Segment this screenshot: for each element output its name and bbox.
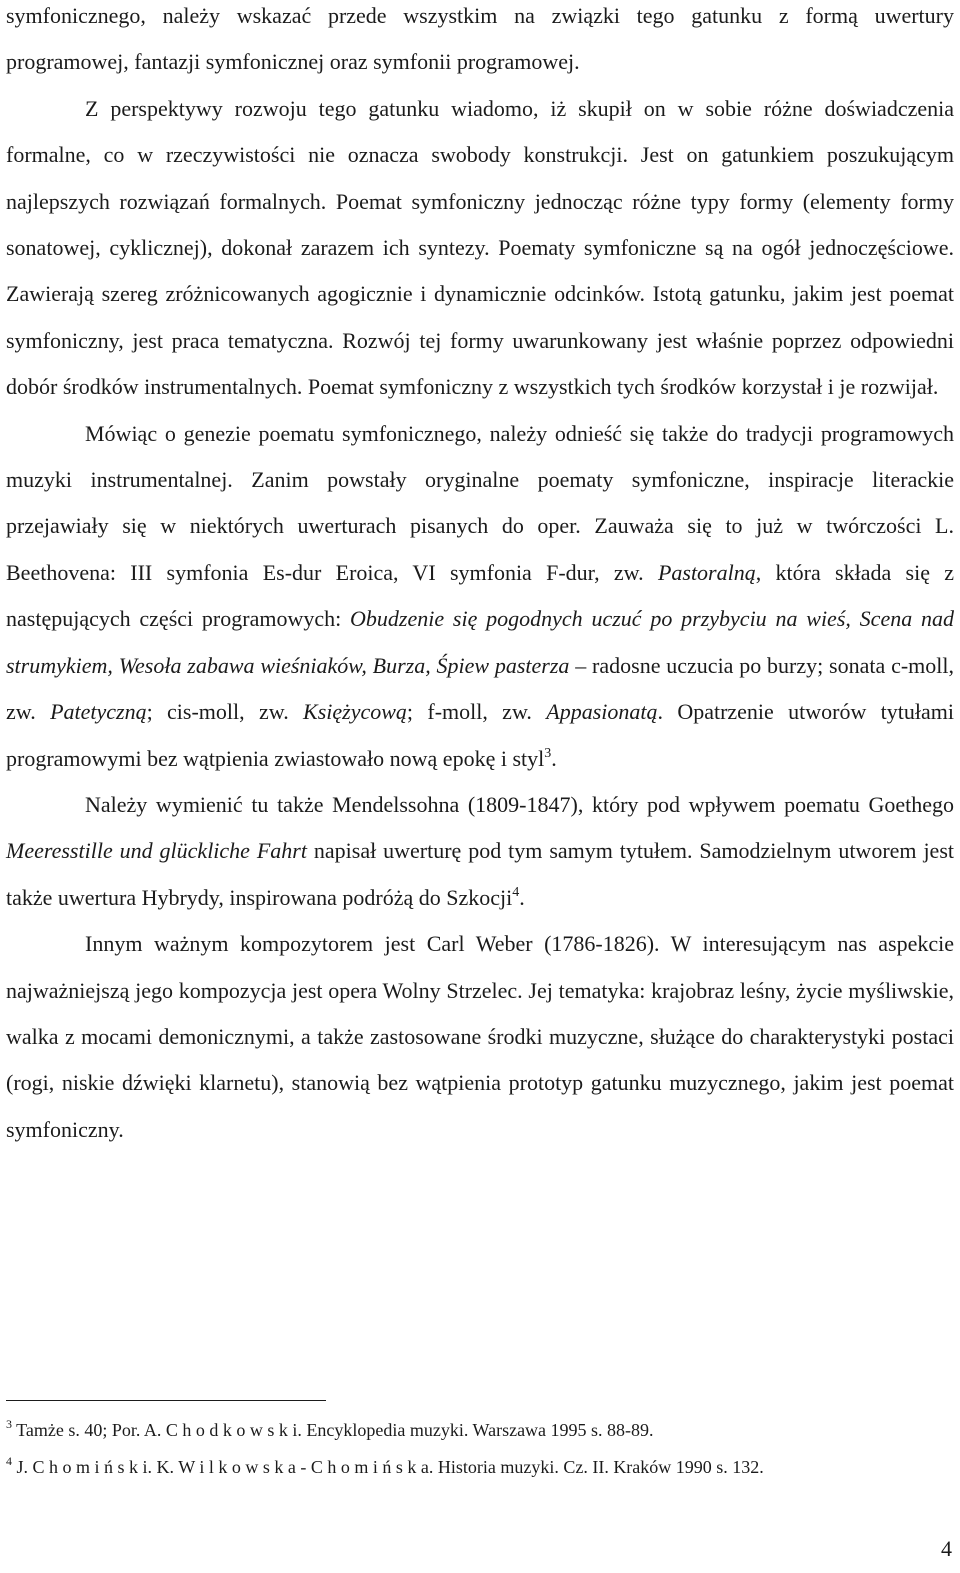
- text-run: , która składa się z następujących części programowych:: [6, 559, 955, 632]
- footnote-4: [6, 1449, 954, 1486]
- text-run: ; cis-moll, zw.: [146, 699, 304, 725]
- italic-title: Obudzenie się pogodnych uczuć po przybyciu na wieś, Scena nad strumykiem, Wesoła zabawa wieśniaków, Burza, Śpiew pasterza: [6, 606, 954, 678]
- footnote-3: [6, 1412, 954, 1449]
- text-run: napisał uwerturę pod tym samym tytułem. Samodzielnym utworem jest także uwertura Hybrydy, inspirowana podróżą do Szkocji: [6, 838, 954, 910]
- text-run: .: [519, 884, 525, 910]
- italic-title: Księżycową: [303, 699, 407, 725]
- text-run: . Opatrzenie utworów tytułami programowymi bez wątpienia zwiastowało nową epokę i styl: [6, 699, 955, 771]
- page-number: 4: [941, 1536, 952, 1561]
- document-body: [6, 0, 954, 1153]
- text-run: Należy wymienić tu także Mendelssohna (1809-1847), który pod wpływem poematu Goethego: [85, 791, 954, 817]
- footnotes: [6, 1412, 954, 1486]
- italic-title: Patetyczną: [50, 699, 147, 725]
- footnote-ref-3[interactable]: 3: [544, 745, 552, 761]
- footnote-separator: [6, 1400, 326, 1401]
- footnote-text: J. C h o m i ń s k i. K. W i l k o w s k a - C h o m i ń s k a. Historia muzyki. Cz. II. Kraków 1990 s. 132.: [12, 1457, 764, 1477]
- footnote-text: Tamże s. 40; Por. A. C h o d k o w s k i. Encyklopedia muzyki. Warszawa 1995 s. 88-89.: [12, 1420, 654, 1440]
- text-run: .: [551, 745, 557, 771]
- paragraph-1: symfonicznego, należy wskazać przede wszystkim na związki tego gatunku z formą uwertury programowej, fantazji symfonicznej oraz symfonii programowej.: [6, 3, 954, 75]
- paragraph-5: Innym ważnym kompozytorem jest Carl Weber (1786-1826). W interesującym nas aspekcie najważniejszą jego kompozycja jest opera Wolny Strzelec. Jej tematyka: krajobraz leśny, życie myśliwskie, walka z mocami demonicznymi, a także zastosowane środki muzyczne, służące do charakterystyki postaci (rogi, niskie dźwięki klarnetu), stanowią bez wątpienia prototyp gatunku muzycznego, jakim jest poemat symfoniczny.: [6, 931, 954, 1142]
- paragraph-4: [6, 782, 954, 921]
- footnote-ref-4[interactable]: 4: [512, 884, 520, 900]
- paragraph-3: [6, 411, 954, 782]
- italic-title: Appasionatą: [546, 699, 658, 725]
- paragraph-2: Z perspektywy rozwoju tego gatunku wiadomo, iż skupił on w sobie różne doświadczenia formalne, co w rzeczywistości nie oznacza swobody konstrukcji. Jest on gatunkiem poszukującym najlepszych rozwiązań formalnych. Poemat symfoniczny jednocząc różne typy formy (elementy formy sonatowej, cyklicznej), dokonał zarazem ich syntezy. Poematy symfoniczne są na ogół jednoczęściowe. Zawierają szereg zróżnicowanych agogicznie i dynamicznie odcinków. Istotą gatunku, jakim jest poemat symfoniczny, jest praca tematyczna. Rozwój tej formy uwarunkowany jest właśnie poprzez odpowiedni dobór środków instrumentalnych. Poemat symfoniczny z wszystkich tych środków korzystał i je rozwijał.: [6, 95, 954, 400]
- text-run: Mówiąc o genezie poematu symfonicznego, należy odnieść się także do tradycji programowych muzyki instrumentalnej. Zanim powstały oryginalne poematy symfoniczne, inspiracje literackie przejawiały się w niektórych uwerturach pisanych do oper. Zauważa się to już w twórczości L. Beethovena: III symfonia Es-dur Eroica, VI symfonia F-dur, zw.: [6, 420, 954, 585]
- italic-title: Meeresstille und glückliche Fahrt: [6, 838, 307, 864]
- text-run: – radosne uczucia po burzy; sonata c-moll, zw.: [6, 652, 954, 725]
- footnote-marker: 4: [6, 1454, 12, 1468]
- footnote-marker: 3: [6, 1417, 12, 1431]
- italic-title: Pastoralną: [657, 559, 756, 585]
- text-run: ; f-moll, zw.: [406, 699, 547, 725]
